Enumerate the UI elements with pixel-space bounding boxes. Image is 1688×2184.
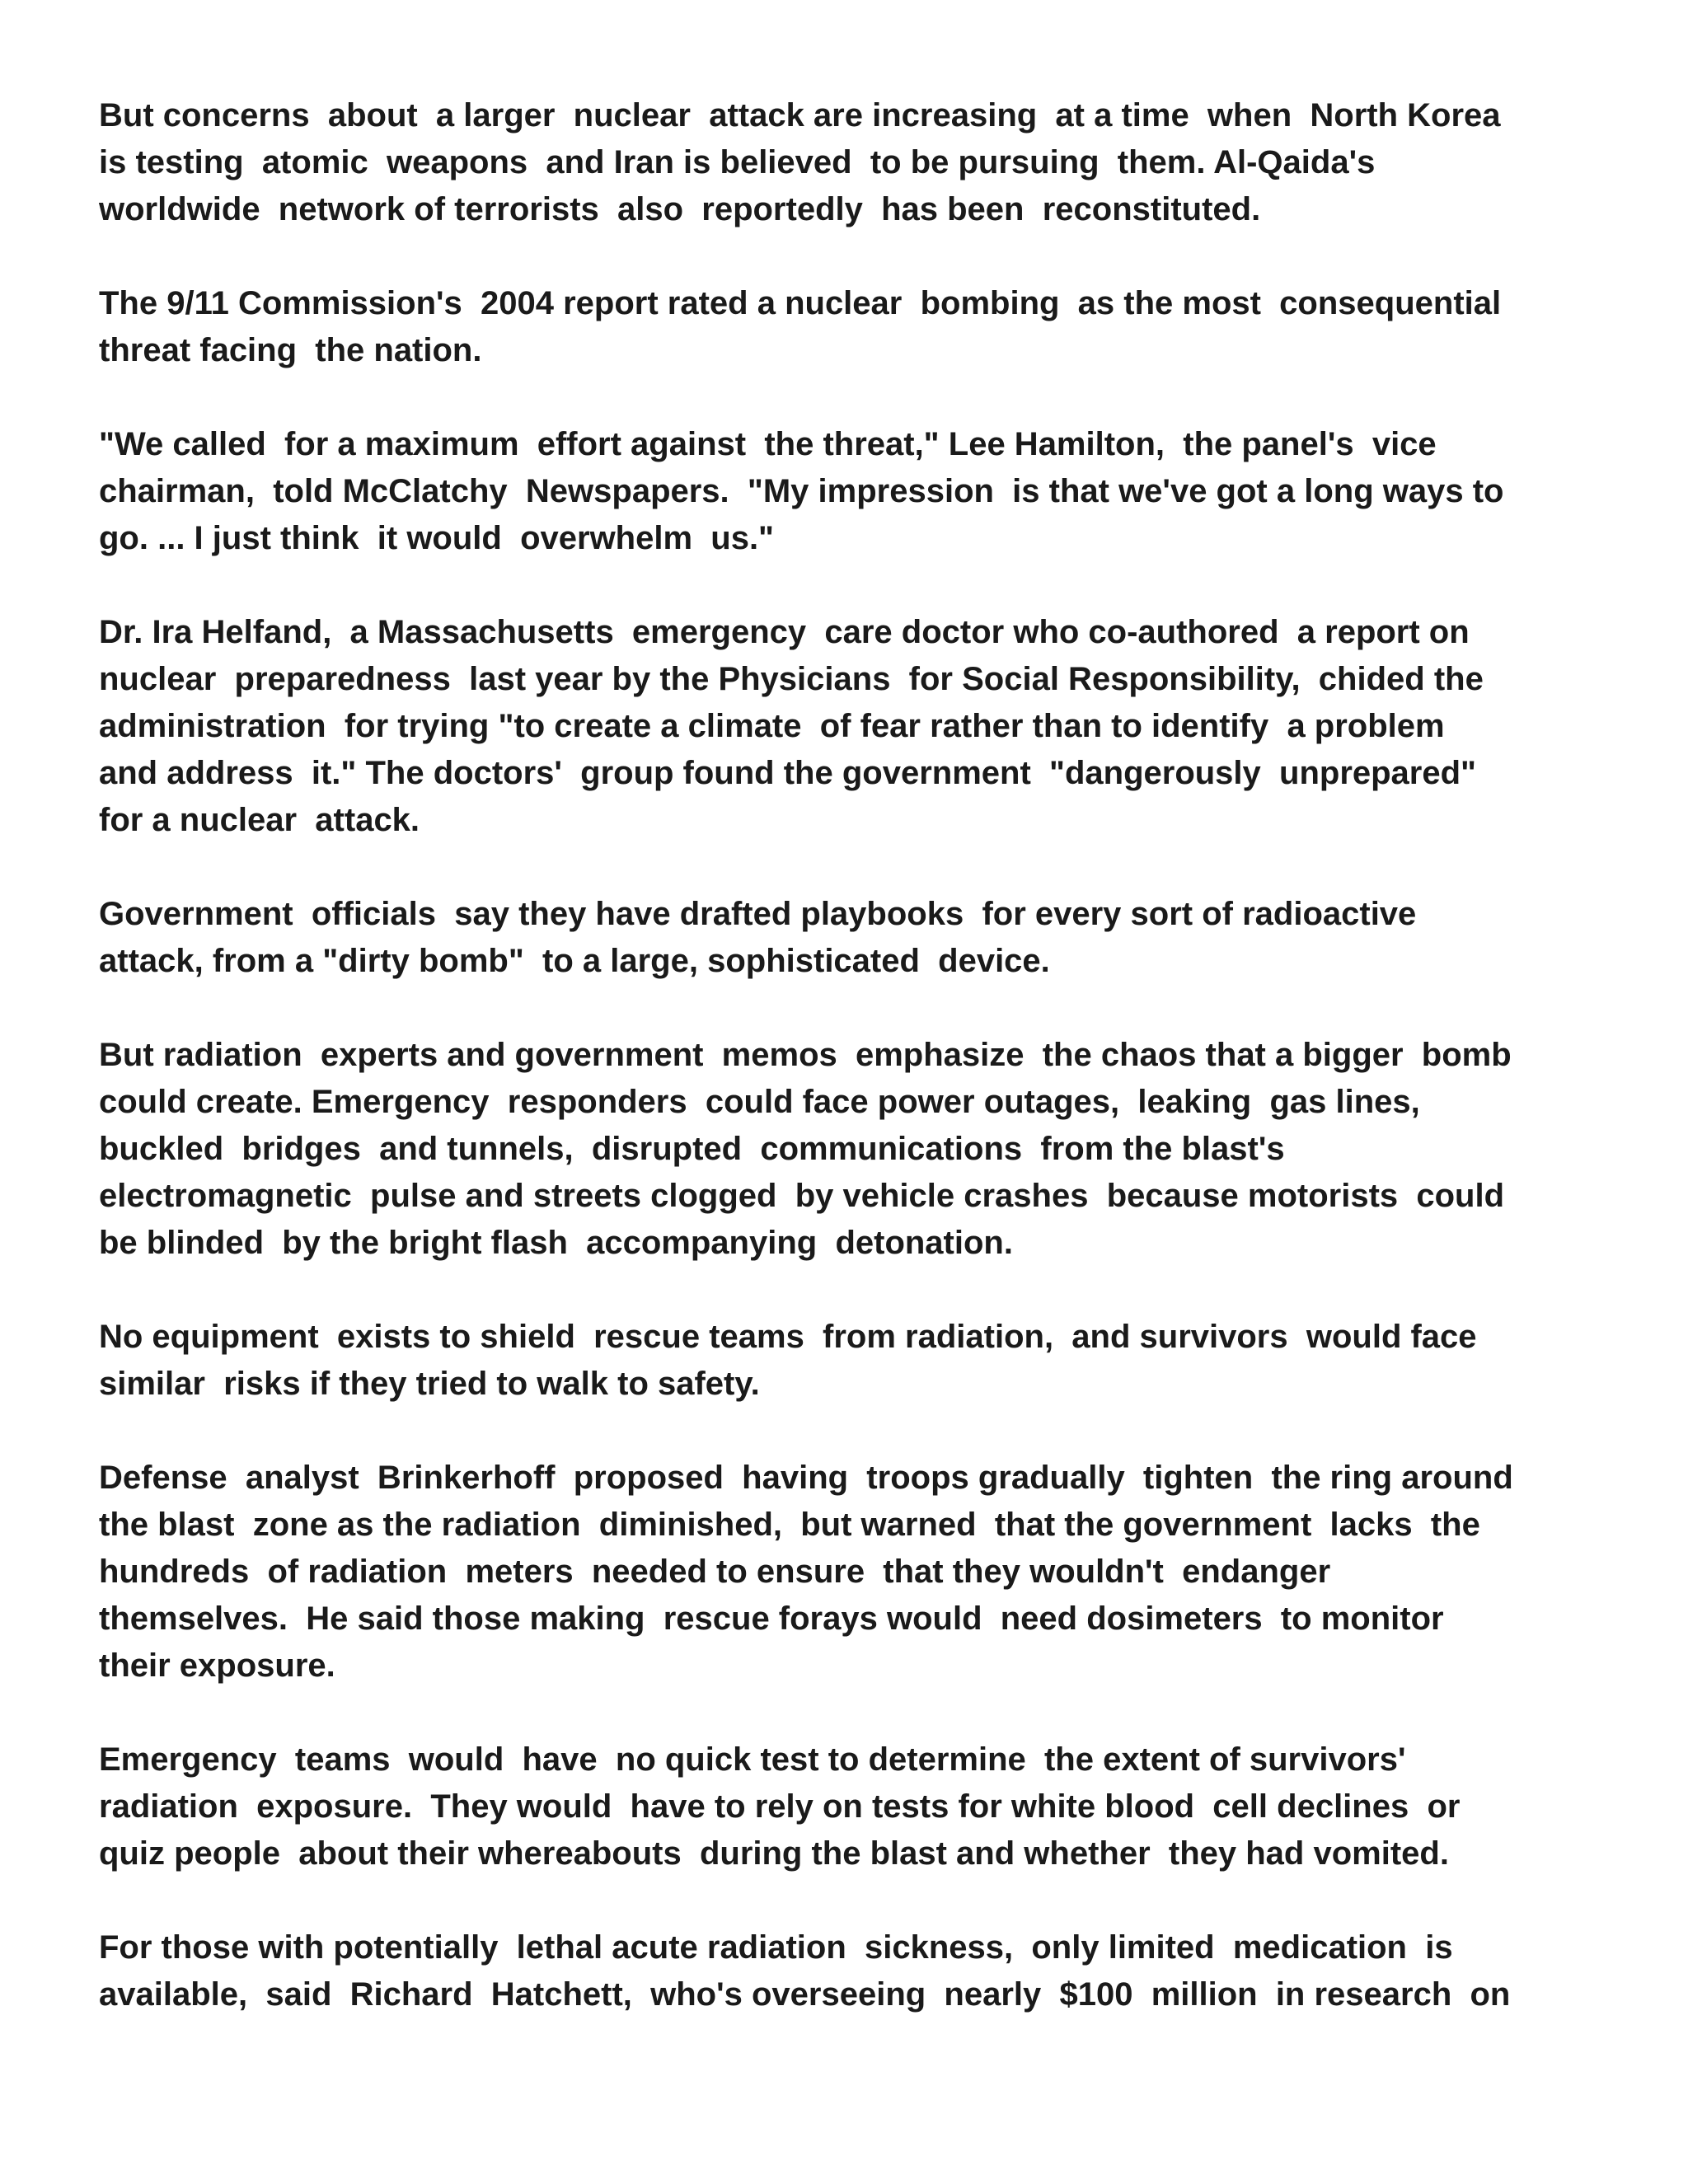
text-line: But radiation experts and government memos emphasize the chaos that a bigger bomb — [99, 1037, 1512, 1073]
paragraph-3 — [99, 421, 1599, 562]
text-line: themselves. He said those making rescue forays would need dosimeters to monitor — [99, 1601, 1444, 1637]
text-line: chairman, told McClatchy Newspapers. "My impression is that we've got a long ways to — [99, 473, 1504, 509]
paragraph-5 — [99, 891, 1599, 985]
text-line: Government officials say they have drafted playbooks for every sort of radioactive — [99, 896, 1417, 932]
paragraph-2 — [99, 280, 1599, 374]
text-line: radiation exposure. They would have to rely on tests for white blood cell declines or — [99, 1788, 1461, 1825]
text-line: "We called for a maximum effort against the threat," Lee Hamilton, the panel's vice — [99, 426, 1437, 462]
text-line: But concerns about a larger nuclear attack are increasing at a time when North Korea — [99, 97, 1501, 134]
text-line: could create. Emergency responders could face power outages, leaking gas lines, — [99, 1084, 1420, 1120]
paragraph-8 — [99, 1455, 1599, 1690]
text-line: Emergency teams would have no quick test to determine the extent of survivors' — [99, 1741, 1406, 1778]
article-body — [99, 92, 1599, 2065]
text-line: buckled bridges and tunnels, disrupted communications from the blast's — [99, 1131, 1285, 1167]
text-line: is testing atomic weapons and Iran is believed to be pursuing them. Al-Qaida's — [99, 144, 1376, 180]
text-line: worldwide network of terrorists also reportedly has been reconstituted. — [99, 191, 1261, 227]
text-line: threat facing the nation. — [99, 332, 482, 368]
text-line: hundreds of radiation meters needed to ensure that they wouldn't endanger — [99, 1554, 1331, 1590]
text-line: administration for trying "to create a climate of fear rather than to identify a problem — [99, 708, 1445, 744]
paragraph-1 — [99, 92, 1599, 233]
text-line: be blinded by the bright flash accompanying detonation. — [99, 1225, 1013, 1261]
text-line: Dr. Ira Helfand, a Massachusetts emergency care doctor who co-authored a report on — [99, 614, 1470, 650]
text-line: similar risks if they tried to walk to safety. — [99, 1366, 760, 1402]
text-line: go. ... I just think it would overwhelm us." — [99, 520, 775, 556]
paragraph-7 — [99, 1314, 1599, 1408]
text-line: the blast zone as the radiation diminished, but warned that the government lacks the — [99, 1507, 1480, 1543]
text-line: quiz people about their whereabouts during the blast and whether they had vomited. — [99, 1835, 1449, 1872]
text-line: nuclear preparedness last year by the Physicians for Social Responsibility, chided the — [99, 661, 1484, 697]
text-line: No equipment exists to shield rescue teams from radiation, and survivors would face — [99, 1319, 1477, 1355]
text-line: available, said Richard Hatchett, who's overseeing nearly $100 million in research on — [99, 1976, 1511, 2013]
text-line: Defense analyst Brinkerhoff proposed having troops gradually tighten the ring around — [99, 1460, 1513, 1496]
text-line: and address it." The doctors' group found the government "dangerously unprepared" — [99, 755, 1477, 791]
text-line: for a nuclear attack. — [99, 802, 420, 838]
text-line: The 9/11 Commission's 2004 report rated a nuclear bombing as the most consequential — [99, 285, 1502, 321]
text-line: electromagnetic pulse and streets clogged by vehicle crashes because motorists could — [99, 1178, 1505, 1214]
paragraph-6 — [99, 1032, 1599, 1267]
paragraph-9 — [99, 1736, 1599, 1877]
text-line: For those with potentially lethal acute radiation sickness, only limited medication is — [99, 1929, 1453, 1966]
text-line: their exposure. — [99, 1647, 335, 1684]
paragraph-4 — [99, 609, 1599, 844]
paragraph-10 — [99, 1924, 1599, 2018]
text-line: attack, from a "dirty bomb" to a large, sophisticated device. — [99, 943, 1050, 979]
